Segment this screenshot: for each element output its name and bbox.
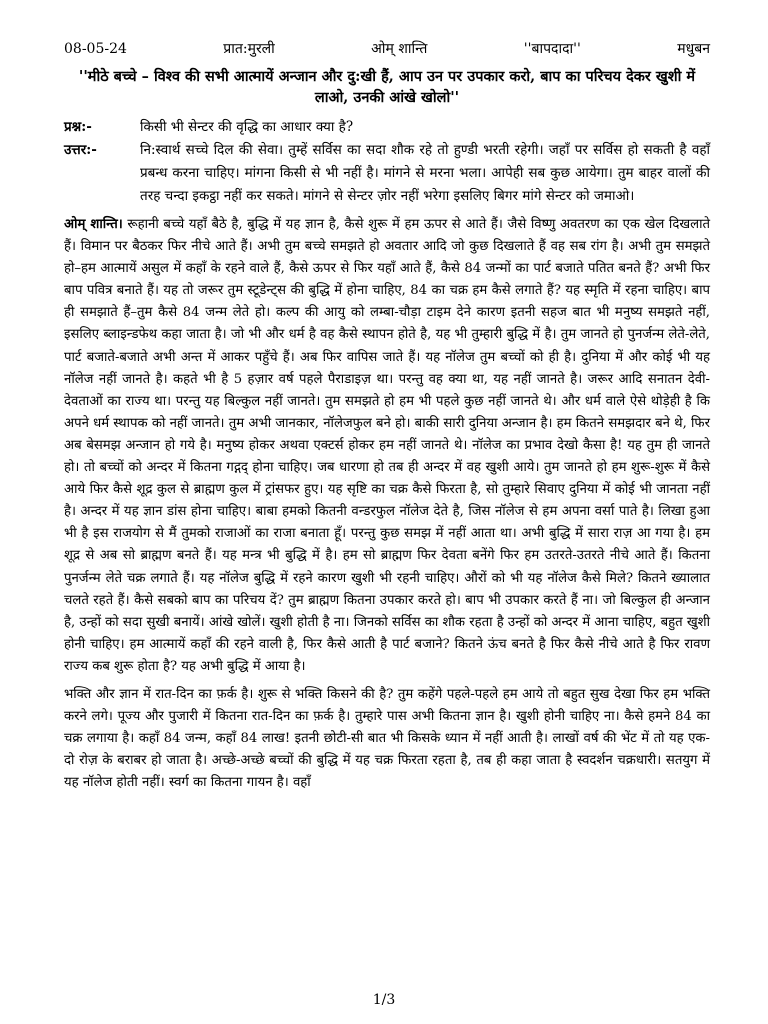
header-row xyxy=(64,40,710,58)
body-lead: ओम् शान्ति। xyxy=(64,217,123,232)
question-answer-block xyxy=(64,116,710,208)
page-number: 1/3 xyxy=(372,992,396,1008)
question-label: प्रश्न:- xyxy=(64,119,92,135)
speaker: ''बापदादा'' xyxy=(523,41,581,57)
page-title: ''मीठे बच्चे – विश्व की सभी आत्मायें अन्जान और दु:खी हैं, आप उन पर उपकार करो, बाप का परिचय देकर खुशी में लाओ, उनकी आंखे खोलो'' xyxy=(78,68,696,106)
question-text: किसी भी सेन्टर की वृद्धि का आधार क्या है? xyxy=(140,119,354,135)
date: 08-05-24 xyxy=(64,41,127,57)
greeting: ओम् शान्ति xyxy=(371,41,428,57)
body-paragraph-1-text: रूहानी बच्चे यहाँ बैठे है, बुद्धि में यह ज्ञान है, कैसे शुरू में हम ऊपर से आते हैं। जैसे विष्णु अवतरण का एक खेल दिखलाते हैं। विमान पर बैठकर फिर नीचे आते हैं। अभी तुम बच्चे समझते हो अवतार आदि जो कुछ दिखलाते हैं वह सब रांग है। अभी तुम समझते हो–हम आत्मायें असुल में कहाँ के रहने वाले हैं, कैसे ऊपर से फिर यहाँ आते हैं, कैसे 84 जन्मों का पार्ट बजाते पतित बनते हैं? अभी फिर बाप पवित्र बनाते हैं। यह तो जरूर तुम स्टूडेन्ट्स की बुद्धि में होना चाहिए, 84 का चक्र हम कैसे लगाते हैं? यह स्मृति में रहना चाहिए। बाप ही समझाते हैं–तुम कैसे 84 जन्म लेते हो। कल्प की आयु को लम्बा-चौड़ा टाइम देने कारण इतनी सहज बात भी मनुष्य समझते नहीं, इसलिए ब्लाइन्डफेथ कहा जाता है। जो भी और धर्म है वह कैसे स्थापन होते है, यह भी तुम्हारी बुद्धि में है। तुम जानते हो पुनर्जन्म लेते-लेते, पार्ट बजाते-बजाते अभी अन्त में आकर पहुँचे हैं। अब फिर वापिस जाते हैं। यह नॉलेज तुम बच्चों को ही है। दुनिया में और कोई भी यह नॉलेज नहीं जानते है। कहते भी है 5 हज़ार वर्ष पहले पैराडाइज़ था। परन्तु वह क्या था, यह नहीं जानते है। जरूर आदि सनातन देवी-देवताओं का राज्य था। परन्तु यह बिल्कुल नहीं जानते। तुम समझते हो हम भी पहले कुछ नहीं जानते थे। और धर्म वाले ऐसे थोड़ेही है कि अपने धर्म स्थापक को नहीं जानते। तुम अभी जानकार, नॉलेजफुल बने हो। बाकी सारी दुनिया अन्जान है। हम कितने समझदार बने थे, फिर अब बेसमझ अन्जान हो गये है। मनुष्य होकर अथवा एक्टर्स होकर हम नहीं जानते थे। नॉलेज का प्रभाव देखो कैसा है! यह तुम ही जानते हो। तो बच्चों को अन्दर में कितना गद्गद् होना चाहिए। जब धारणा हो तब ही अन्दर में वह खुशी आये। तुम जानते हो हम शुरू-शुरू में कैसे आये फिर कैसे शूद्र कुल से ब्राह्मण कुल में ट्रांसफर हुए। यह सृष्टि का चक्र कैसे फिरता है, सो तुम्हारे सिवाए दुनिया में कोई भी जानता नहीं है। अन्दर में यह ज्ञान डांस होना चाहिए। बाबा हमको कितनी वन्डरफुल नॉलेज देते है, जिस नॉलेज से हम अपना वर्सा पाते है। लिखा हुआ भी है इस राजयोग से मैं तुमको राजाओं का राजा बनाता हूँ। परन्तु कुछ समझ में नहीं आता था। अभी बुद्धि में सारा राज़ आ गया है। हम शूद्र से अब सो ब्राह्मण बनते हैं। यह मन्त्र भी बुद्धि में है। हम सो ब्राह्मण फिर देवता बनेंगे फिर हम उतरते-उतरते नीचे आते हैं। कितना पुनर्जन्म लेते चक्र लगाते हैं। यह नॉलेज बुद्धि में रहने कारण खुशी भी रहनी चाहिए। औरों को भी यह नॉलेज कैसे मिले? कितने ख्यालात चलते रहते हैं। कैसे सबको बाप का परिचय दें? तुम ब्राह्मण कितना उपकार करते हो। बाप भी उपकार करते हैं ना। जो बिल्कुल ही अन्जान है, उन्हों को सदा सुखी बनायें। आंखे खोलें। खुशी होती है ना। जिनको सर्विस का शौक रहता है उन्हों को अन्दर में आना चाहिए, बहुत खुशी होनी चाहिए। हम आत्मायें कहाँ की रहने वाली है, फिर कैसे आती है पार्ट बजाने? कितने ऊंच बनते है फिर कैसे नीचे आते है फिर रावण राज्य कब शुरू होता है? यह अभी बुद्धि में आया है। xyxy=(64,217,710,674)
time-of-day: प्रात:मुरली xyxy=(223,41,275,57)
answer-text: नि:स्वार्थ सच्चे दिल की सेवा। तुम्हें सर्विस का सदा शौक रहे तो हुण्डी भरती रहेगी। जहाँ पर सर्विस हो सकती है वहाँ प्रबन्ध करना चाहिए। मांगना किसी से भी नहीं है। मांगने से मरना भला। आपेही सब कुछ आयेगा। तुम बाहर वालों की तरह चन्दा इकट्ठा नहीं कर सकते। मांगने से सेन्टर ज़ोर नहीं भरेगा इसलिए बिगर मांगे सेन्टर को जमाओ। xyxy=(140,142,710,204)
place: मधुबन xyxy=(677,41,710,57)
answer-label: उत्तर:- xyxy=(64,142,97,158)
body-paragraph-1 xyxy=(64,214,710,678)
body-paragraph-2: भक्ति और ज्ञान में रात-दिन का फ़र्क है। शुरू से भक्ति किसने की है? तुम कहेंगे पहले-पहले हम आये तो बहुत सुख देखा फिर हम भक्ति करने लगे। पूज्य और पुजारी में कितना रात-दिन का फ़र्क है। तुम्हारे पास अभी कितना ज्ञान है। खुशी होनी चाहिए ना। कैसे हमने 84 का चक्र लगाया है। कहाँ 84 जन्म, कहाँ 84 लाख! इतनी छोटी-सी बात भी किसके ध्यान में नहीं आती है। लाखों वर्ष की भेंट में तो यह एक-दो रोज़ के बराबर हो जाता है। अच्छे-अच्छे बच्चों की बुद्धि में यह चक्र फिरता रहता है, तब ही कहा जाता है स्वदर्शन चक्रधारी। सतयुग में यह नॉलेज होती नहीं। स्वर्ग का कितना गायन है। वहाँ xyxy=(64,686,710,791)
